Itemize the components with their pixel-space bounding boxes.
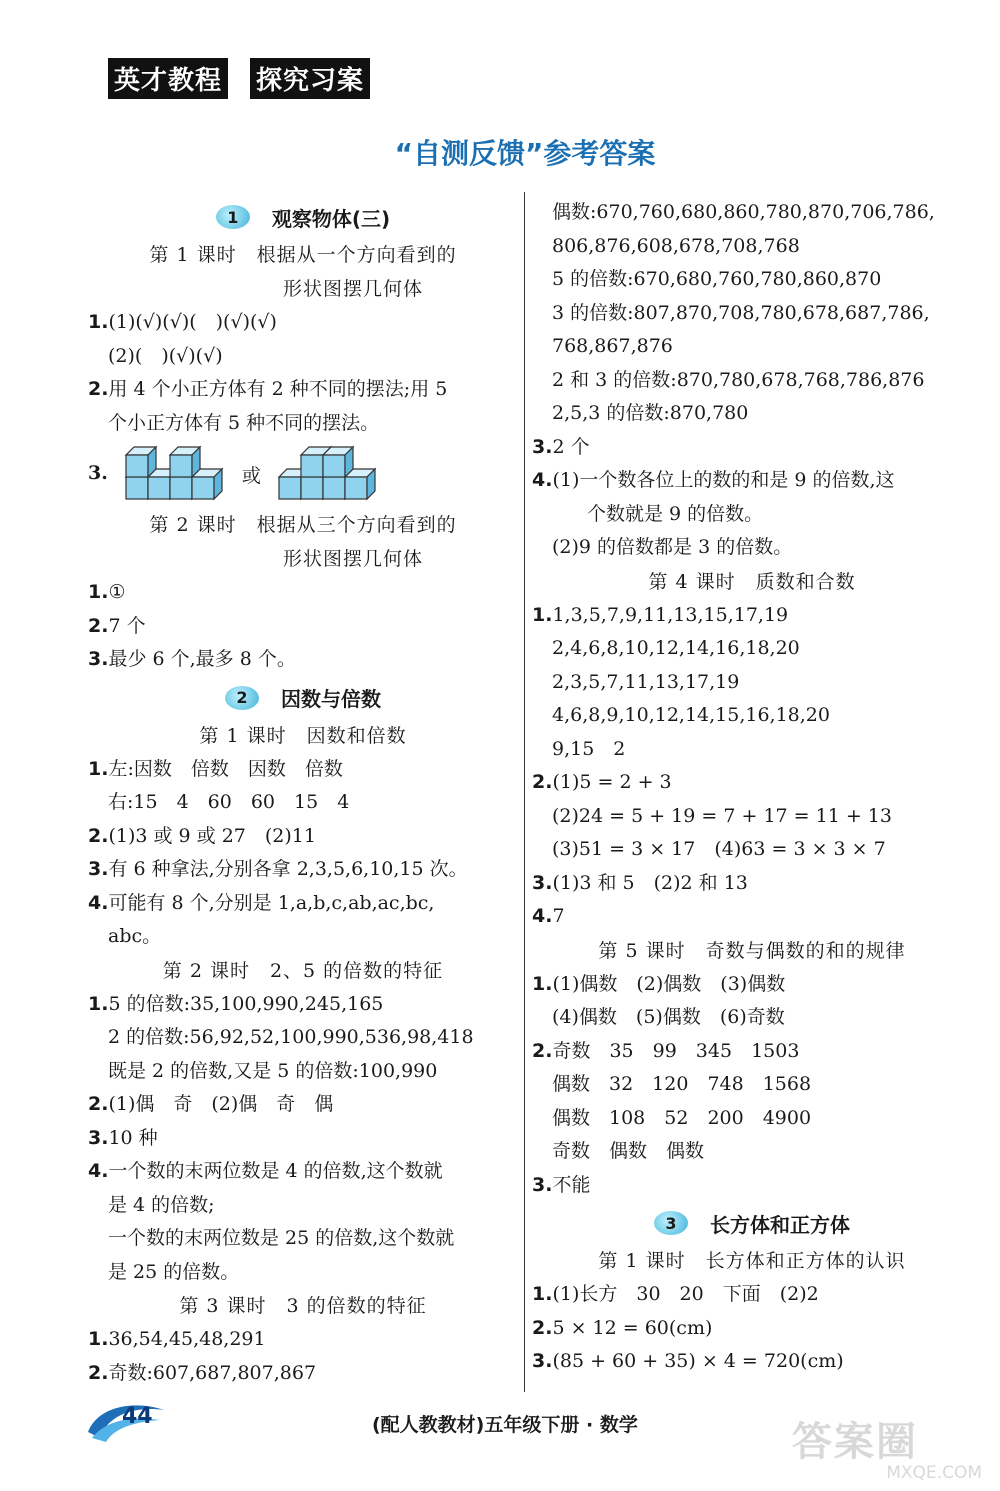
answer-text: 可能有 8 个,分别是 1,a,b,c,ab,ac,bc, [108, 891, 435, 914]
page-title: “自测反馈”参考答案 [394, 137, 656, 170]
answer-continuation: 9,15 2 [552, 737, 626, 760]
unit-title: 因数与倍数 [281, 687, 381, 711]
answer-continuation: (3)51 = 3 × 17 (4)63 = 3 × 3 × 7 [552, 838, 886, 860]
answer-line [532, 431, 972, 465]
answer-text: (1)偶 奇 (2)偶 奇 偶 [108, 1093, 334, 1115]
answer-text: 5 × 12 = 60(cm) [552, 1316, 713, 1339]
lesson-heading: 第 3 课时 3 的倍数的特征 [179, 1295, 427, 1317]
question-number: 2. [88, 1093, 109, 1115]
answer-continuation: 是 4 的倍数; [108, 1193, 215, 1216]
unit-title: 观察物体(三) [271, 206, 391, 231]
question-number: 4. [88, 1160, 109, 1182]
answer-line [88, 373, 518, 407]
question-number: 2. [88, 378, 109, 400]
left-column [88, 196, 518, 1390]
answer-text: 7 个 [108, 614, 146, 637]
cube-figures [88, 440, 518, 508]
answer-text: (1)(√)(√)( )(√)(√) [108, 311, 277, 333]
lesson-heading: 形状图摆几何体 [182, 278, 423, 300]
answer-line [88, 643, 518, 677]
question-number: 1. [88, 581, 109, 603]
answer-line [532, 968, 972, 1002]
question-number: 3. [532, 435, 553, 458]
answer-text: (1)3 或 9 或 27 (2)11 [108, 824, 316, 847]
book-info: (配人教教材)五年级下册 · 数学 [372, 1414, 638, 1436]
answer-continuation: 一个数的末两位数是 25 的倍数,这个数就 [108, 1227, 455, 1249]
watermark-url: MXQE.COM [886, 1463, 982, 1483]
unit-number-badge: 3 [654, 1211, 688, 1235]
lesson-heading: 第 4 课时 质数和合数 [648, 570, 856, 593]
brand-name: 英才教程 [108, 58, 228, 99]
answer-line [532, 464, 972, 498]
answer-text: 奇数 35 99 345 1503 [552, 1039, 800, 1062]
answer-continuation: 3 的倍数:807,870,708,780,678,687,786, [552, 301, 930, 324]
answer-text: (1)5 = 2 + 3 [552, 771, 672, 793]
question-number: 3. [88, 462, 108, 485]
question-number: 2. [88, 1361, 109, 1384]
answer-line [532, 1278, 972, 1312]
answer-continuation: 2 和 3 的倍数:870,780,678,768,786,876 [552, 368, 925, 391]
question-number: 2. [532, 771, 553, 793]
question-number: 4. [88, 891, 109, 914]
answer-continuation: 个小正方体有 5 种不同的摆法。 [108, 411, 380, 434]
lesson-heading: 第 2 课时 根据从三个方向看到的 [149, 514, 457, 536]
question-number: 3. [532, 871, 553, 894]
question-number: 1. [532, 972, 553, 995]
unit-number-badge: 2 [225, 686, 259, 710]
unit-heading [532, 1204, 972, 1242]
answer-line [88, 1122, 518, 1156]
question-number: 3. [88, 648, 109, 670]
answer-text: 左:因数 倍数 因数 倍数 [108, 757, 343, 780]
answer-line [532, 867, 972, 901]
answer-continuation: 既是 2 的倍数,又是 5 的倍数:100,990 [108, 1059, 438, 1082]
question-number: 1. [88, 757, 109, 780]
lesson-heading: 第 2 课时 2、5 的倍数的特征 [162, 959, 444, 982]
question-number: 2. [88, 824, 109, 847]
lesson-heading: 形状图摆几何体 [182, 548, 423, 570]
answer-line [532, 599, 972, 633]
unit-heading [88, 198, 518, 236]
answer-text: 7 [552, 905, 565, 927]
answer-continuation: 806,876,608,678,708,768 [552, 234, 800, 257]
answer-continuation: 奇数 偶数 偶数 [552, 1140, 705, 1162]
question-number: 1. [88, 1328, 109, 1350]
brand-header [108, 58, 370, 99]
cube-figure-b [275, 441, 381, 507]
answer-continuation: (2)24 = 5 + 19 = 7 + 17 = 11 + 13 [552, 804, 892, 827]
answer-line [532, 1169, 972, 1203]
question-number: 2. [532, 1316, 553, 1339]
answer-continuation: (2)( )(√)(√) [108, 344, 223, 367]
answer-line [88, 853, 518, 887]
unit-number-badge: 1 [216, 205, 250, 229]
answer-text: 10 种 [108, 1126, 158, 1149]
answer-text: 不能 [552, 1173, 591, 1196]
question-number: 3. [532, 1173, 553, 1196]
answer-continuation: (2)9 的倍数都是 3 的倍数。 [552, 536, 793, 558]
or-label: 或 [241, 464, 261, 487]
answer-text: (1)长方 30 20 下面 (2)2 [552, 1283, 819, 1305]
question-number: 4. [532, 905, 553, 927]
answer-text: 用 4 个小正方体有 2 种不同的摆法;用 5 [108, 378, 448, 400]
lesson-heading: 第 1 课时 因数和倍数 [199, 724, 407, 747]
answer-continuation: 是 25 的倍数。 [108, 1260, 240, 1283]
answer-text: 1,3,5,7,9,11,13,15,17,19 [552, 603, 789, 626]
right-column [532, 196, 972, 1379]
answer-continuation: 4,6,8,9,10,12,14,15,16,18,20 [552, 704, 830, 726]
answer-continuation: (4)偶数 (5)偶数 (6)奇数 [552, 1006, 785, 1028]
answer-line [88, 1155, 518, 1189]
answer-line [532, 1035, 972, 1069]
answer-text: ① [108, 581, 126, 603]
question-number: 4. [532, 469, 553, 491]
answer-text: 有 6 种拿法,分别各拿 2,3,5,6,10,15 次。 [108, 858, 468, 880]
answer-text: 36,54,45,48,291 [108, 1328, 266, 1350]
answer-continuation: 2,3,5,7,11,13,17,19 [552, 670, 740, 693]
answer-continuation: 右:15 4 60 60 15 4 [108, 791, 350, 813]
series-name: 探究习案 [250, 58, 370, 99]
answer-text: (1)偶数 (2)偶数 (3)偶数 [552, 972, 786, 995]
answer-line [532, 766, 972, 800]
question-number: 2. [88, 614, 109, 637]
answer-text: 一个数的末两位数是 4 的倍数,这个数就 [108, 1160, 443, 1182]
answer-line [532, 900, 972, 934]
answer-continuation: 偶数:670,760,680,860,780,870,706,786, [552, 201, 935, 223]
answer-line [532, 1312, 972, 1346]
cube-figure-a [122, 441, 228, 507]
answer-text: (1)3 和 5 (2)2 和 13 [552, 871, 748, 894]
lesson-heading: 第 1 课时 长方体和正方体的认识 [598, 1250, 906, 1272]
answer-continuation: 2,5,3 的倍数:870,780 [552, 402, 749, 424]
answer-line [88, 306, 518, 340]
answer-line [532, 1345, 972, 1379]
page-number: 44 [122, 1404, 153, 1429]
answer-continuation: 偶数 108 52 200 4900 [552, 1106, 812, 1129]
answer-text: (85 + 60 + 35) × 4 = 720(cm) [552, 1350, 844, 1372]
answer-continuation: 偶数 32 120 748 1568 [552, 1073, 812, 1095]
unit-title: 长方体和正方体 [710, 1212, 850, 1237]
question-number: 1. [532, 603, 553, 626]
lesson-heading: 第 5 课时 奇数与偶数的和的规律 [598, 939, 906, 962]
question-number: 1. [532, 1283, 553, 1305]
answer-continuation: 5 的倍数:670,680,760,780,860,870 [552, 268, 882, 290]
answer-line [88, 753, 518, 787]
question-number: 3. [88, 858, 109, 880]
watermark [792, 1410, 982, 1482]
answer-text: 最少 6 个,最多 8 个。 [108, 648, 296, 670]
answer-line [88, 1357, 518, 1391]
question-number: 3. [88, 1126, 109, 1149]
answer-text: 5 的倍数:35,100,990,245,165 [108, 992, 384, 1015]
answer-line [88, 1088, 518, 1122]
answer-line [88, 576, 518, 610]
question-number: 3. [532, 1350, 553, 1372]
answer-line [88, 988, 518, 1022]
answer-text: 2 个 [552, 435, 590, 458]
lesson-heading: 第 1 课时 根据从一个方向看到的 [149, 244, 457, 266]
answer-line [88, 820, 518, 854]
answer-text: 奇数:607,687,807,867 [108, 1361, 317, 1384]
page-number-badge [84, 1398, 166, 1442]
answer-text: (1)一个数各位上的数的和是 9 的倍数,这 [552, 469, 895, 491]
answer-continuation: 个数就是 9 的倍数。 [587, 502, 764, 525]
answer-continuation: 768,867,876 [552, 335, 673, 357]
question-number: 1. [88, 311, 109, 333]
answer-continuation: abc。 [108, 925, 162, 947]
column-divider [524, 192, 525, 1392]
question-number: 1. [88, 992, 109, 1015]
answer-line [88, 610, 518, 644]
answer-continuation: 2,4,6,8,10,12,14,16,18,20 [552, 637, 800, 659]
unit-heading [88, 679, 518, 717]
watermark-logo: 答案圈 [792, 1419, 918, 1465]
answer-line [88, 887, 518, 921]
answer-line [88, 1323, 518, 1357]
question-number: 2. [532, 1039, 553, 1062]
answer-continuation: 2 的倍数:56,92,52,100,990,536,98,418 [108, 1026, 474, 1048]
